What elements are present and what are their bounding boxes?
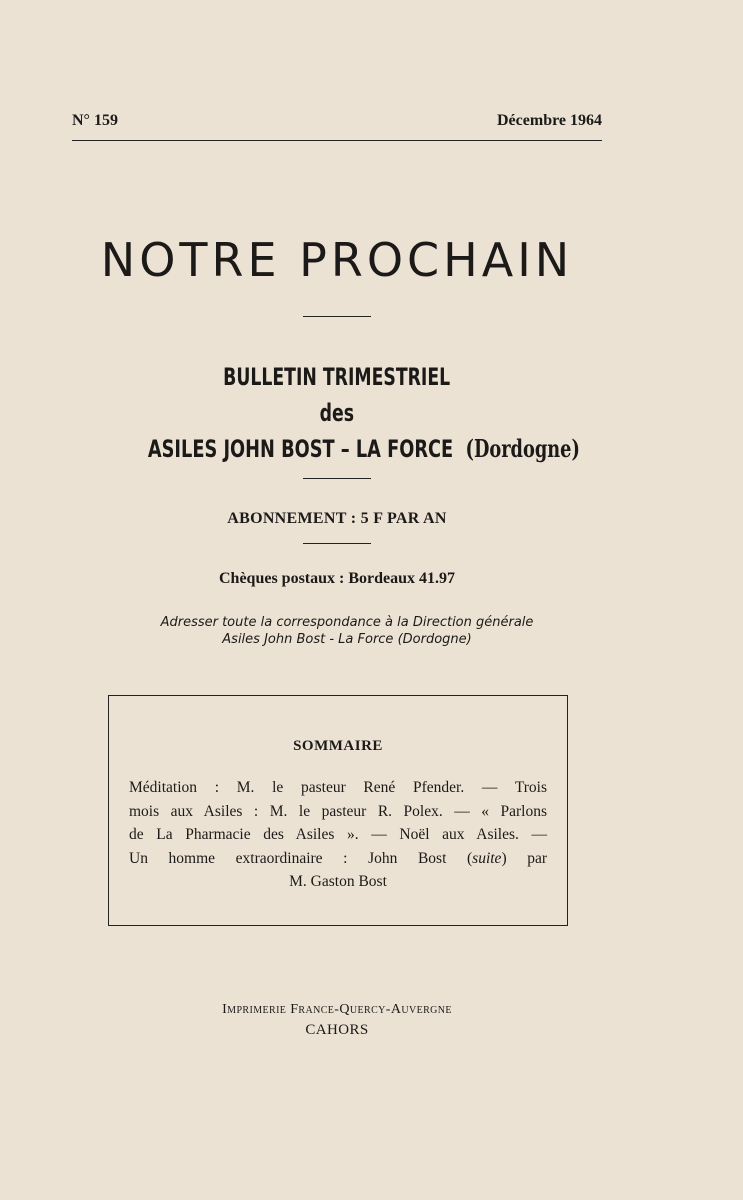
postal-account: Chèques postaux : Bordeaux 41.97 bbox=[218, 570, 456, 587]
summary-line-1: Méditation : M. le pasteur René Pfender. — Trois bbox=[129, 779, 547, 796]
summary-box bbox=[108, 695, 568, 926]
summary-text bbox=[129, 776, 547, 894]
summary-line-3: de La Pharmacie des Asiles ». — Noël aux Asiles. — bbox=[129, 826, 547, 843]
subtitle-institution: ASILES JOHN BOST – LA FORCE bbox=[147, 435, 454, 463]
subtitle-line-2: des bbox=[319, 399, 355, 427]
issue-number: N° 159 bbox=[72, 112, 118, 129]
subscription-price: ABONNEMENT : 5 F PAR AN bbox=[227, 510, 447, 527]
publication-title: NOTRE PROCHAIN bbox=[100, 233, 574, 287]
summary-line-4: Un homme extraordinaire : John Bost (suite) par bbox=[129, 849, 547, 867]
printer-name: Imprimerie France-Quercy-Auvergne bbox=[222, 1002, 452, 1017]
address-line-1: Adresser toute la correspondance à la Direction générale bbox=[160, 615, 534, 630]
title-divider bbox=[303, 316, 371, 317]
subtitle-line-3 bbox=[72, 434, 602, 464]
subtitle-line-1: BULLETIN TRIMESTRIEL bbox=[223, 363, 451, 391]
summary-title: SOMMAIRE bbox=[293, 738, 383, 754]
issue-date: Décembre 1964 bbox=[497, 112, 602, 129]
address-line-2: Asiles John Bost - La Force (Dordogne) bbox=[222, 632, 472, 647]
summary-line-2: mois aux Asiles : M. le pasteur R. Polex. — « Parlons bbox=[129, 802, 547, 820]
summary-line-5: M. Gaston Bost bbox=[289, 873, 387, 890]
correspondence-address bbox=[72, 614, 622, 648]
subtitle-region: (Dordogne) bbox=[465, 434, 580, 463]
issue-header bbox=[72, 112, 602, 134]
printer-city: CAHORS bbox=[305, 1022, 369, 1038]
subtitle-divider bbox=[303, 478, 371, 479]
subscription-divider bbox=[303, 543, 371, 544]
header-divider bbox=[72, 140, 602, 141]
